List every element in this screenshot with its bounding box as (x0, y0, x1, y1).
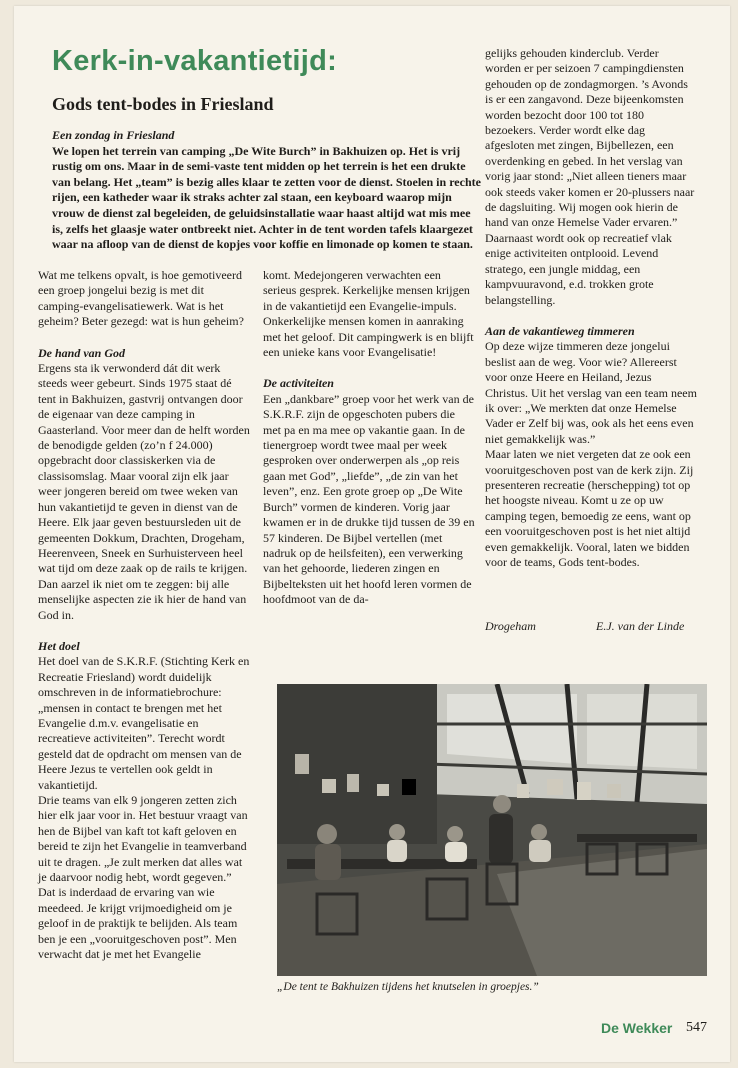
intro-text: We lopen het terrein van camping „De Wite Burch” in Bakhuizen op. Het is vrij rustig om ons. Maar in de semi-vaste tent midden op het terrein is het een drukte van belang. Het „team” is bezig alles klaar te zetten voor de dienst. Stoelen in rechte rijen, een katheder waar ik straks achter zal staan, een keyboard waarop mijn vrouw de dienst zal begeleiden, de geluidsinstallatie waar haast altijd wat mis mee is, zelfs het glaasje water ontbreekt niet. Achter in de tent worden tafels klaargezet waar na afloop van de dienst de kopjes voor koffie en limonade op komen te staan. (52, 143, 481, 252)
col1-heading-hand-van-god: De hand van God (38, 345, 126, 360)
magazine-name: De Wekker (601, 1020, 673, 1036)
article-subtitle: Gods tent-bodes in Friesland (52, 94, 274, 114)
col3-paragraph-4: Maar laten we niet vergeten dat ze ook een vooruitgeschoven post van de kerk zijn. Zij presenteren recreatie (herschepping) tot op het hoogste niveau. Komt u ze op uw camping tegen, bemoedig ze eens, want op een vooruitgeschoven post is het niet altijd even gemakkelijk. Vooral, laten we bidden voor de teams, Gods tent-bodes. (485, 447, 694, 569)
column-3 (485, 46, 697, 570)
col3-heading-vakantieweg: Aan de vakantieweg timmeren (485, 323, 635, 338)
col1-paragraph-1: Wat me telkens opvalt, is hoe gemotiveerd een groep jongelui bezig is met dit camping-evangelisatiewerk. Wat is het geheim? Beter gezegd: wat is hun geheim? (38, 268, 244, 329)
intro-heading: Een zondag in Friesland (52, 128, 175, 142)
photo-caption: „De tent te Bakhuizen tijdens het knutselen in groepjes.” (277, 981, 539, 993)
tent-photo (277, 684, 707, 976)
article-title: Kerk-in-vakantietijd: (52, 45, 338, 77)
col2-paragraph-2: Een „dankbare” groep voor het werk van de S.K.R.F. zijn de opgeschoten pubers die met pa en ma mee op vakantie gaan. In de tienergroep wordt twee maal per week gesproken over onderwerpen als „op reis gaan met God”, „liefde”, „de zin van het leven”, enz. Een grote groep op „De Wite Burch” vormen de kinderen. Vorig jaar kwamen er in de drukke tijd tussen de 39 en 57 kinderen. De Bijbel vertellen (met nadruk op de heilsfeiten), een verwerking van het gehoorde, liederen zingen en Bijbelteksten uit het hoofd leren vormen de hoofdmoot van de da- (263, 391, 475, 607)
col3-paragraph-2: Daarnaast wordt ook op recreatief vlak enige activiteiten ontplooid. Levend stratego, een jungle middag, een kampvuuravond, e.d. trokken grote belangstelling. (485, 230, 672, 307)
intro-block (52, 128, 482, 253)
col1-paragraph-2: Ergens sta ik verwonderd dát dit werk steeds weer gebeurt. Sinds 1975 staat dé tent in Bakhuizen, gastvrij ontvangen door de eigenaar van deze camping in Gaasterland. Voor meer dan de helft worden de benodigde gelden (zo’n f 24.000) opgebracht door classiskerken via de classisomslag. Maar vooral zijn elk jaar weer jongeren bereid om twee weken van hun vakantietijd te geven in dienst van de Heere. Elk jaar geven bestuursleden uit de gemeenten Dokkum, Drachten, Drogeham, Heerenveen, Sneek en Surhuisterveen heel wat tijd om deze zaak op de rails te krijgen. Dan aarzel ik niet om te zeggen: bij alle menselijke aspecten zie ik hier de hand van God in. (38, 361, 250, 622)
signature-author: E.J. van der Linde (596, 619, 685, 633)
col3-paragraph-3: Op deze wijze timmeren deze jongelui beslist aan de weg. Voor wie? Allereerst voor onze Heere en Heiland, Jezus Christus. Uit het verslag van een team neem ik over: „We merkten dat onze Hemelse Vader er Zelf bij was, ook als het eens even niet gemakkelijk was.” (485, 339, 697, 446)
col1-paragraph-4: Drie teams van elk 9 jongeren zetten zich hier elk jaar voor in. Het bestuur vraagt van hen de Bijbel van kaft tot kaft geloven en bereid te zijn het Evangelie in teamverband uit te dragen. „Je zult merken dat alles wat je daarvoor nodig hebt, wordt gegeven.” Dat is inderdaad de ervaring van wie meedeed. Je krijgt vrijmoedigheid om je geloof in de praktijk te belijden. Als team ben je een „vooruitgeschoven post”. Men verwacht dat je met het Evangelie (38, 793, 248, 962)
column-2 (263, 268, 475, 608)
magazine-page (14, 6, 730, 1062)
col1-paragraph-3: Het doel van de S.K.R.F. (Stichting Kerk en Recreatie Friesland) wordt duidelijk omschreven in de informatiebrochure: „mensen in contact te brengen met het Evangelie d.m.v. evangelisatie en recreatieve activiteiten”. Terecht wordt gesteld dat de opdracht om mensen van de Heere Jezus te vertellen ook geldt in vakantietijd. (38, 654, 250, 792)
col2-paragraph-1: komt. Medejongeren verwachten een serieus gesprek. Kerkelijke mensen krijgen in de vakantietijd een Evangelie-impuls. Onkerkelijke mensen komen in aanraking met het geloof. Dit campingwerk is en blijft een unieke kans voor Evangelisatie! (263, 268, 474, 360)
tent-photo-illustration (277, 684, 707, 976)
column-1 (38, 268, 250, 962)
col3-paragraph-1: gelijks gehouden kinderclub. Verder worden er per seizoen 7 campingdiensten gehouden op de zondagmorgen. ’s Avonds is er een zangavond. Deze bijeenkomsten worden bezocht door 100 tot 180 bezoekers. Verder wordt elke dag afgesloten met zingen, Bijbellezen, een overdenking en gebed. In het verslag van vorig jaar stond: „Niet alleen tieners maar ook steeds vaker komen er 20-plussers naar de dagsluiting. Wij mogen ook hierin de hand van onze Hemelse Vader ervaren.” (485, 46, 695, 230)
col2-heading-activiteiten: De activiteiten (263, 376, 334, 391)
col1-heading-het-doel: Het doel (38, 638, 80, 653)
signature-place: Drogeham (485, 619, 536, 633)
page-number: 547 (686, 1020, 707, 1035)
